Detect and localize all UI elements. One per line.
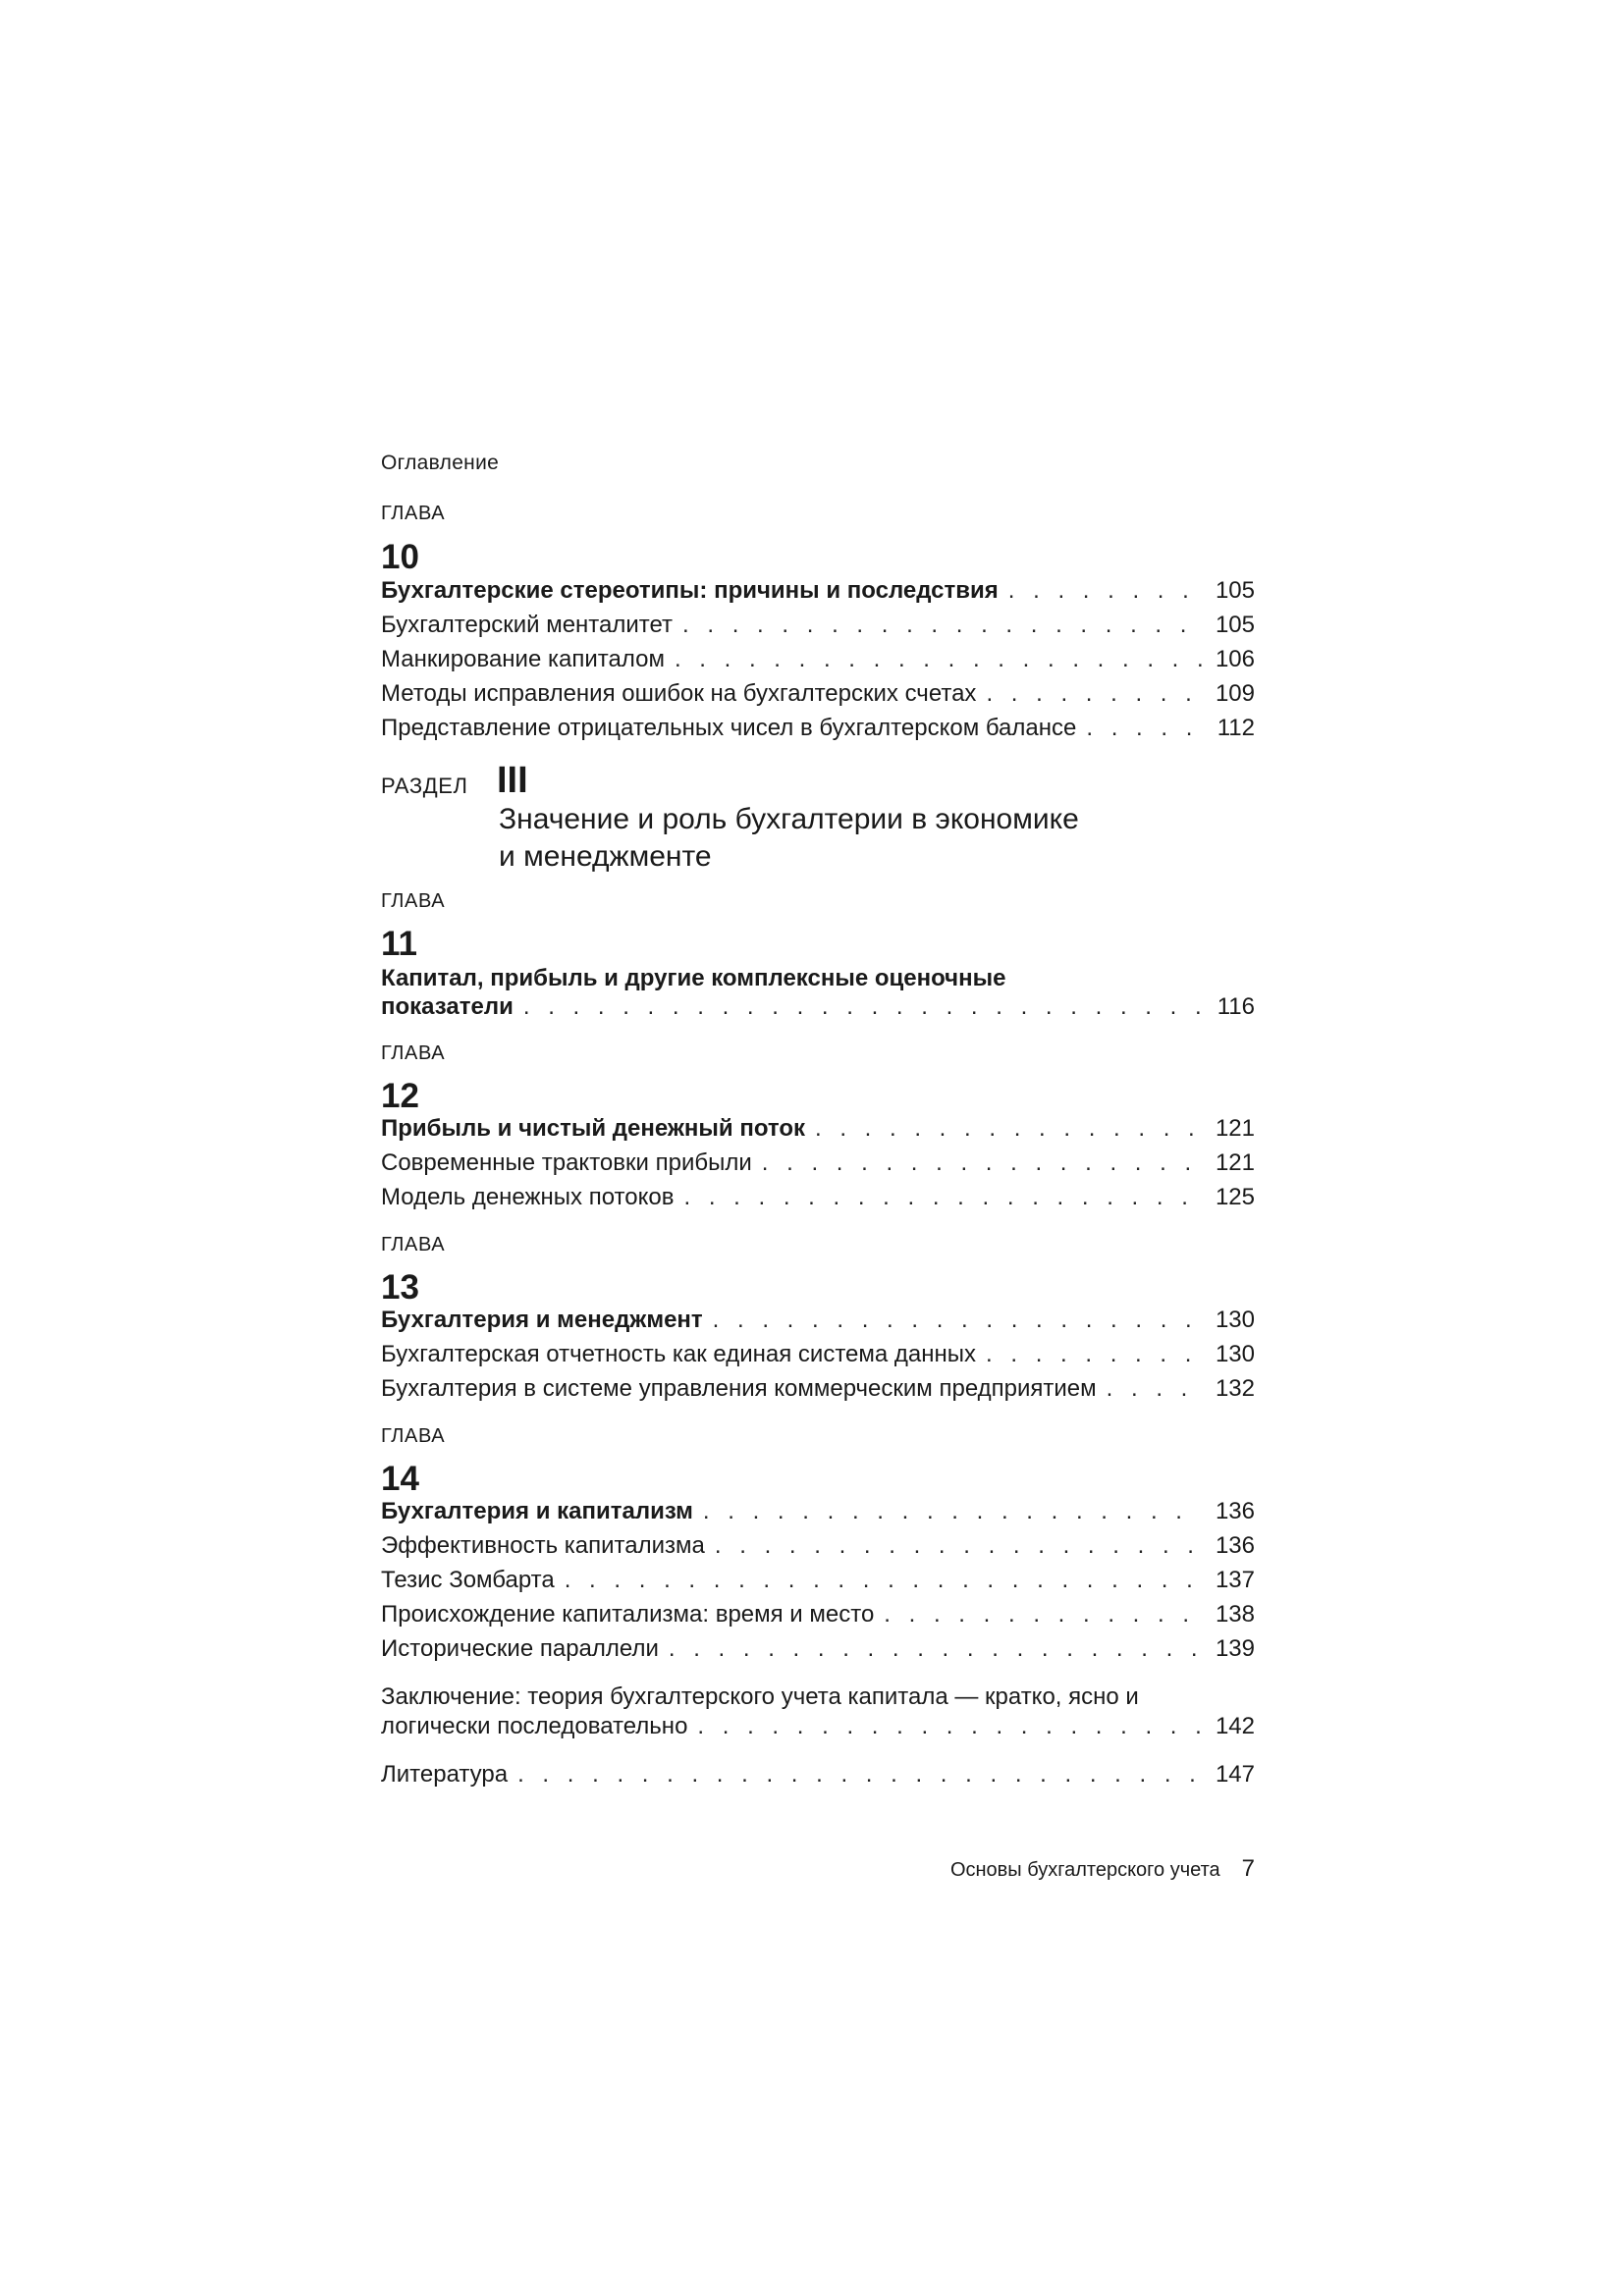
- toc-entry-page: 137: [1215, 1567, 1255, 1593]
- toc-entry-page: 142: [1215, 1713, 1255, 1739]
- section-title-line: Значение и роль бухгалтерии в экономике: [499, 803, 1079, 835]
- toc-entry[interactable]: [381, 1495, 1255, 1528]
- chapter-label: ГЛАВА: [381, 1234, 446, 1255]
- toc-entry[interactable]: [381, 990, 1255, 1024]
- toc-entry-title: Эффективность капитализма: [381, 1532, 705, 1559]
- toc-entry-page: 112: [1217, 715, 1255, 741]
- leader-dots: [703, 1495, 1202, 1528]
- toc-entry[interactable]: [381, 643, 1255, 676]
- toc-entry-page: 136: [1215, 1498, 1255, 1524]
- toc-entry-title: Бухгалтерские стереотипы: причины и последствия: [381, 577, 999, 604]
- toc-entry-title: Модель денежных потоков: [381, 1184, 675, 1210]
- conclusion-title: Заключение: теория бухгалтерского учета капитала — кратко, ясно и: [381, 1683, 1139, 1710]
- leader-dots: [697, 1710, 1202, 1743]
- toc-entry-page: 132: [1215, 1375, 1255, 1402]
- toc-entry-title: Бухгалтерия и капитализм: [381, 1498, 693, 1524]
- leader-dots: [815, 1112, 1202, 1146]
- toc-entry-title: Литература: [381, 1761, 509, 1788]
- toc-entry-page: 136: [1215, 1532, 1255, 1559]
- toc-entry-page: 130: [1215, 1307, 1255, 1333]
- leader-dots: [762, 1147, 1202, 1180]
- toc-entry-title: Исторические параллели: [381, 1635, 659, 1662]
- leader-dots: [523, 990, 1202, 1024]
- toc-entry[interactable]: [381, 1529, 1255, 1563]
- toc-entry-title: Тезис Зомбарта: [381, 1567, 555, 1593]
- page-footer: [381, 1855, 1255, 1883]
- toc-entry[interactable]: [381, 677, 1255, 711]
- toc-entry-title: Манкирование капиталом: [381, 646, 665, 672]
- chapter-number: 11: [381, 925, 417, 963]
- toc-entry-title: Бухгалтерия в системе управления коммерческим предприятием: [381, 1375, 1097, 1402]
- toc-entry-page: 138: [1215, 1601, 1255, 1628]
- toc-entry-conclusion[interactable]: [381, 1710, 1255, 1743]
- footer-book-title: Основы бухгалтерского учета: [949, 1859, 1220, 1881]
- toc-entry[interactable]: [381, 1181, 1255, 1214]
- toc-entry-title: Происхождение капитализма: время и место: [381, 1601, 875, 1628]
- leader-dots: [884, 1598, 1202, 1631]
- leader-dots: [517, 1758, 1202, 1791]
- chapter-number: 12: [381, 1077, 419, 1115]
- toc-entry-title: Капитал, прибыль и другие комплексные оценочные: [381, 965, 1006, 991]
- leader-dots: [565, 1564, 1202, 1597]
- toc-entry-page: 121: [1215, 1115, 1255, 1142]
- running-head: Оглавление: [381, 452, 500, 474]
- leader-dots: [715, 1529, 1202, 1563]
- leader-dots: [986, 1338, 1202, 1371]
- toc-entry-title: Прибыль и чистый денежный поток: [381, 1115, 805, 1142]
- toc-entry-title: Представление отрицательных чисел в бухгалтерском балансе: [381, 715, 1077, 741]
- page-number: 7: [1241, 1855, 1255, 1882]
- toc-entry[interactable]: [381, 1147, 1255, 1180]
- chapter-number: 14: [381, 1460, 419, 1498]
- toc-entry-page: 105: [1215, 612, 1255, 638]
- leader-dots: [683, 1181, 1202, 1214]
- section-label: РАЗДЕЛ: [381, 774, 468, 798]
- toc-entry-page: 147: [1215, 1761, 1255, 1788]
- toc-entry-title: логически последовательно: [381, 1713, 688, 1739]
- toc-entry-page: 139: [1215, 1635, 1255, 1662]
- chapter-number: 10: [381, 538, 419, 576]
- chapter-number: 13: [381, 1268, 419, 1307]
- toc-entry-page: 105: [1215, 577, 1255, 604]
- toc-entry-page: 106: [1215, 646, 1255, 672]
- toc-entry-title: Бухгалтерия и менеджмент: [381, 1307, 703, 1333]
- toc-entry-page: 109: [1215, 680, 1255, 707]
- toc-entry-title: показатели: [381, 993, 514, 1020]
- toc-entry[interactable]: [381, 1112, 1255, 1146]
- leader-dots: [713, 1304, 1202, 1337]
- chapter-label: ГЛАВА: [381, 503, 446, 524]
- toc-entry[interactable]: [381, 609, 1255, 642]
- toc-entry[interactable]: [381, 1372, 1255, 1406]
- section-number: III: [497, 760, 528, 801]
- toc-entry[interactable]: [381, 1632, 1255, 1666]
- toc-entry[interactable]: [381, 712, 1255, 745]
- toc-entry-page: 125: [1215, 1184, 1255, 1210]
- chapter-label: ГЛАВА: [381, 1042, 446, 1064]
- toc-entry-page: 121: [1215, 1149, 1255, 1176]
- leader-dots: [675, 643, 1202, 676]
- toc-entry-literature[interactable]: [381, 1758, 1255, 1791]
- toc-entry-page: 130: [1215, 1341, 1255, 1367]
- toc-entry[interactable]: [381, 1564, 1255, 1597]
- leader-dots: [682, 609, 1202, 642]
- toc-entry-page: 116: [1217, 993, 1255, 1020]
- toc-entry[interactable]: [381, 1304, 1255, 1337]
- toc-entry-title: Методы исправления ошибок на бухгалтерских счетах: [381, 680, 977, 707]
- leader-dots: [669, 1632, 1202, 1666]
- leader-dots: [1008, 574, 1202, 608]
- chapter-label: ГЛАВА: [381, 1425, 446, 1447]
- leader-dots: [1107, 1372, 1202, 1406]
- toc-entry[interactable]: [381, 1338, 1255, 1371]
- toc-entry[interactable]: [381, 574, 1255, 608]
- leader-dots: [1086, 712, 1202, 745]
- toc-entry-title: Современные трактовки прибыли: [381, 1149, 752, 1176]
- toc-entry-title: Бухгалтерская отчетность как единая система данных: [381, 1341, 977, 1367]
- leader-dots: [986, 677, 1202, 711]
- toc-entry-title: Бухгалтерский менталитет: [381, 612, 674, 638]
- toc-entry[interactable]: [381, 1598, 1255, 1631]
- chapter-label: ГЛАВА: [381, 890, 446, 912]
- section-title-line: и менеджменте: [499, 840, 712, 873]
